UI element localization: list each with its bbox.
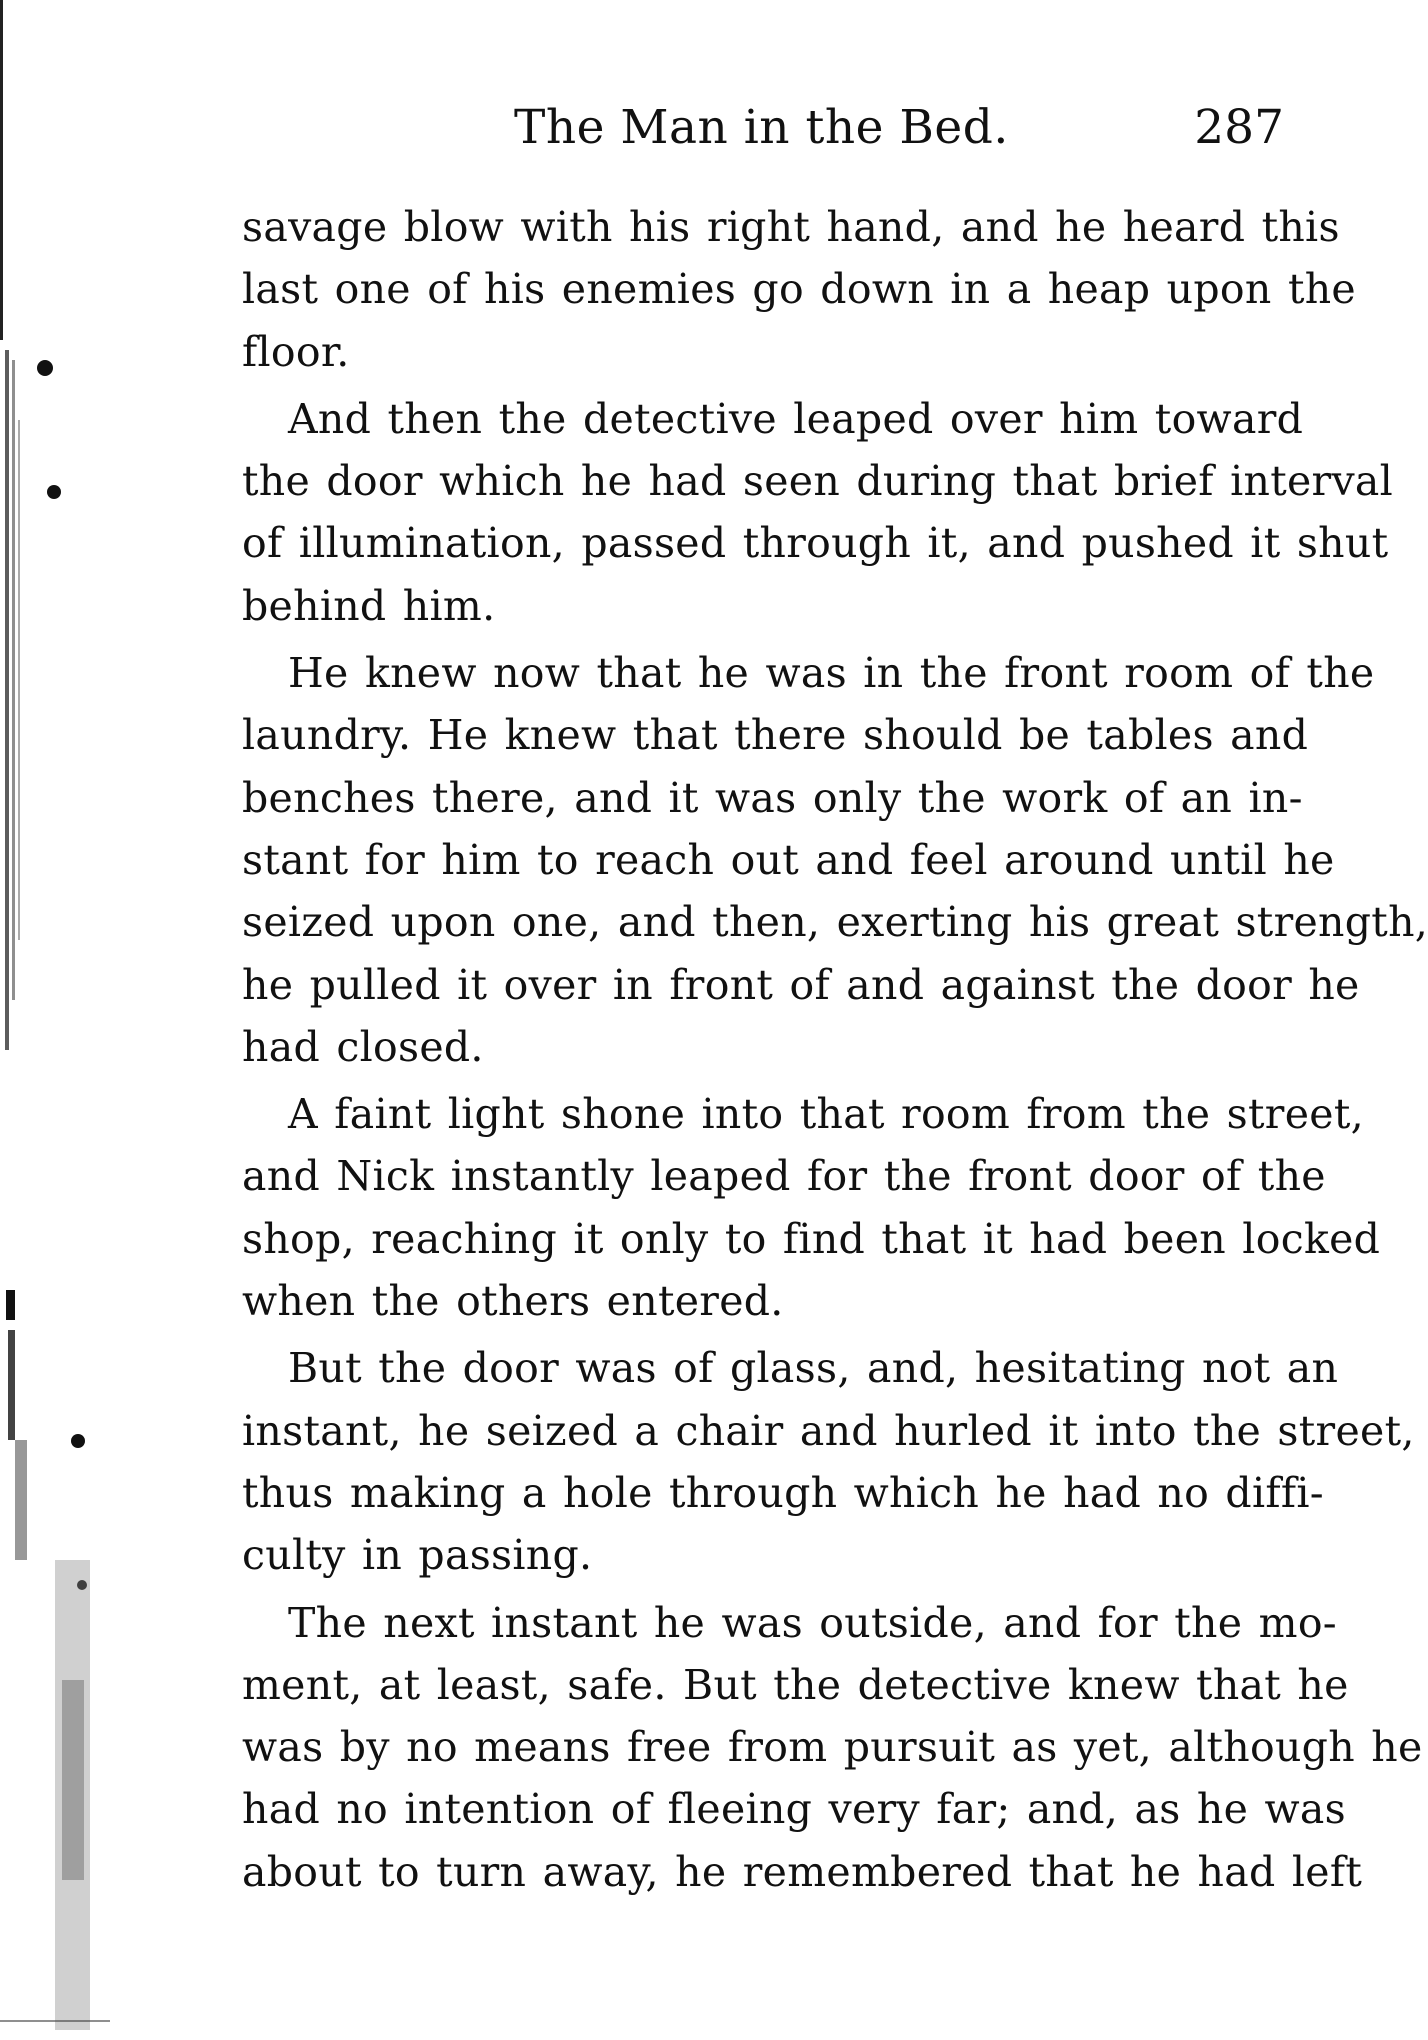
running-title: The Man in the Bed. (514, 100, 1009, 155)
text-line: ment, at least, safe. But the detective knew that he (242, 1660, 1349, 1709)
text-line: thus making a hole through which he had no diffi- (242, 1468, 1324, 1517)
page-header (242, 100, 1290, 170)
text-line: A faint light shone into that room from the street, (288, 1090, 1364, 1139)
paragraph (242, 388, 1394, 637)
text-line: laundry. He knew that there should be tables and (242, 711, 1309, 760)
body-text (242, 196, 1428, 1903)
page-number: 287 (1194, 100, 1284, 155)
text-line: about to turn away, he remembered that he had left (242, 1847, 1363, 1896)
text-line: when the others entered. (242, 1277, 784, 1326)
paragraph (242, 1083, 1381, 1332)
text-line: savage blow with his right hand, and he heard this (242, 203, 1340, 251)
text-line: The next instant he was outside, and for the mo- (288, 1598, 1337, 1647)
text-line: But the door was of glass, and, hesitating not an (288, 1344, 1339, 1393)
text-line: And then the detective leaped over him toward (288, 394, 1304, 443)
text-line: instant, he seized a chair and hurled it into the street, (242, 1406, 1415, 1455)
text-line: culty in passing. (242, 1531, 593, 1580)
paragraph (242, 196, 1356, 383)
text-line: the door which he had seen during that brief interval (242, 457, 1394, 506)
text-line: and Nick instantly leaped for the front door of the (242, 1152, 1326, 1201)
text-line: floor. (242, 327, 350, 376)
paragraph (242, 642, 1428, 1078)
text-line: he pulled it over in front of and against the door he (242, 960, 1360, 1009)
text-line: of illumination, passed through it, and pushed it shut (242, 519, 1389, 568)
text-line: benches there, and it was only the work of an in- (242, 773, 1303, 822)
paragraph (242, 1592, 1423, 1903)
text-line: shop, reaching it only to find that it had been locked (242, 1214, 1381, 1263)
text-line: He knew now that he was in the front room of the (288, 649, 1375, 698)
scanned-page-edge (0, 0, 110, 2040)
text-line: stant for him to reach out and feel around until he (242, 835, 1335, 884)
text-line: was by no means free from pursuit as yet, although he (242, 1723, 1423, 1772)
text-line: behind him. (242, 581, 496, 630)
text-line: seized upon one, and then, exerting his great strength, (242, 898, 1428, 947)
text-line: had no intention of fleeing very far; and, as he was (242, 1785, 1346, 1834)
paragraph (242, 1337, 1415, 1586)
text-line: had closed. (242, 1022, 484, 1071)
text-line: last one of his enemies go down in a heap upon the (242, 265, 1356, 314)
